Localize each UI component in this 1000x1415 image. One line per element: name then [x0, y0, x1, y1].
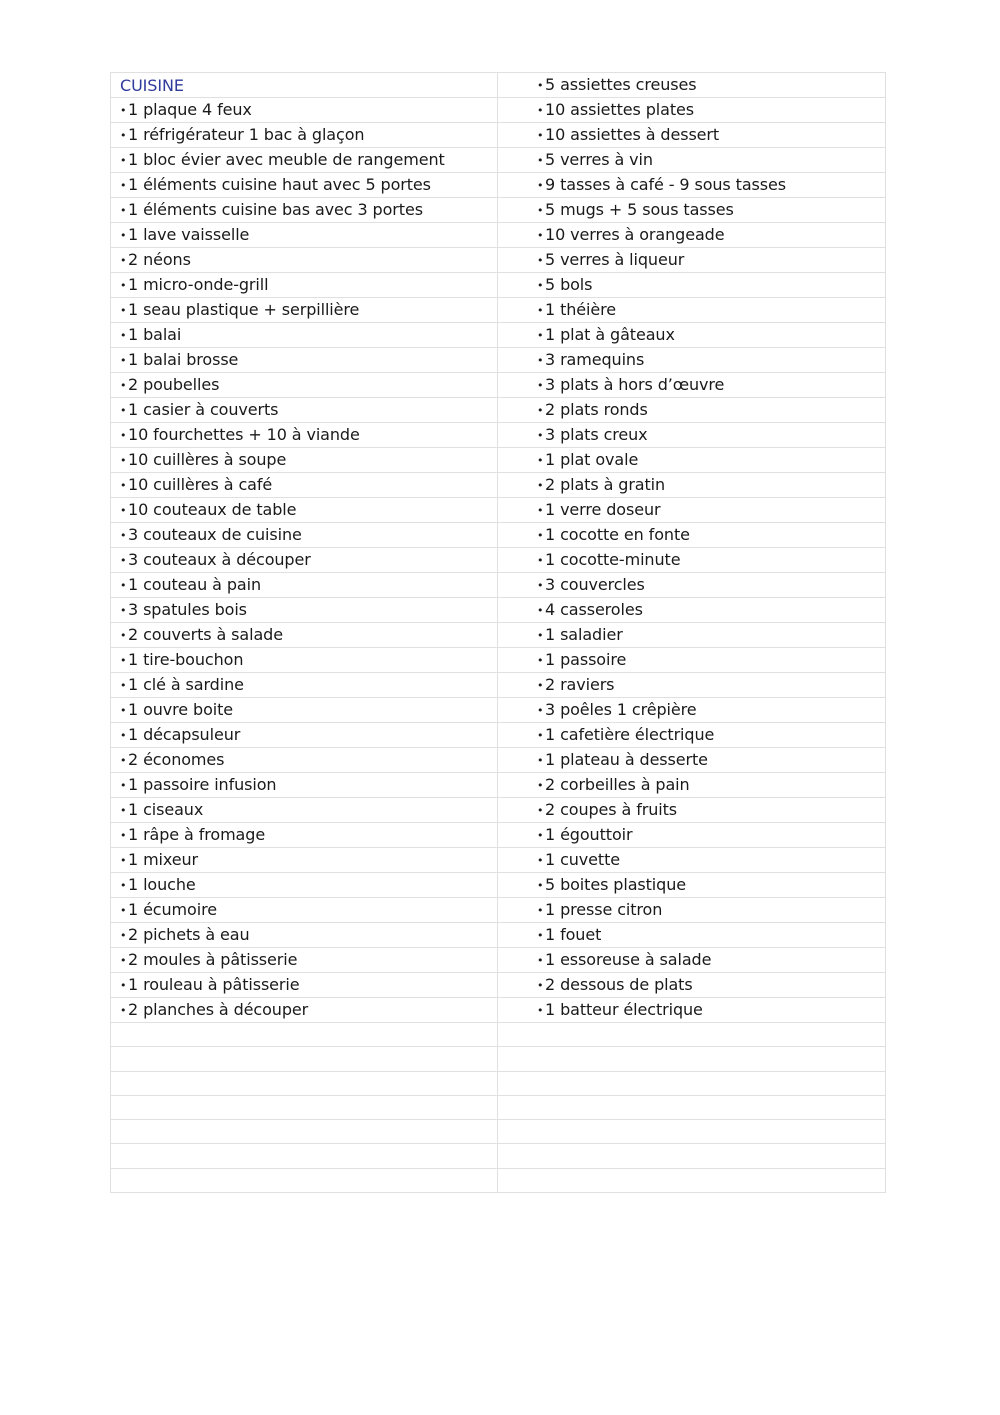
- table-row: [111, 473, 886, 498]
- inventory-item: [111, 598, 498, 623]
- inventory-item-label: 1 casier à couverts: [128, 400, 279, 419]
- inventory-item-label: 1 tire-bouchon: [128, 650, 244, 669]
- bullet-icon: •: [537, 329, 544, 342]
- inventory-item: [111, 923, 498, 948]
- inventory-item-label: 2 pichets à eau: [128, 925, 250, 944]
- table-row: [111, 973, 886, 998]
- inventory-item-label: 1 théière: [545, 300, 616, 319]
- inventory-item: [111, 898, 498, 923]
- inventory-item: [498, 748, 886, 773]
- inventory-item-label: 10 cuillères à café: [128, 475, 273, 494]
- inventory-item-label: 3 poêles 1 crêpière: [545, 700, 697, 719]
- inventory-item-label: 2 moules à pâtisserie: [128, 950, 298, 969]
- table-row: [111, 623, 886, 648]
- inventory-item: [498, 523, 886, 548]
- inventory-item: [498, 273, 886, 298]
- bullet-icon: •: [537, 479, 544, 492]
- bullet-icon: •: [537, 529, 544, 542]
- bullet-icon: •: [120, 329, 127, 342]
- inventory-item-label: 1 ouvre boite: [128, 700, 234, 719]
- bullet-icon: •: [537, 229, 544, 242]
- table-row: [111, 1095, 886, 1119]
- table-row: [111, 798, 886, 823]
- inventory-item-label: 1 bloc évier avec meuble de rangement: [128, 150, 445, 169]
- inventory-item: [111, 798, 498, 823]
- inventory-item: [498, 148, 886, 173]
- bullet-icon: •: [537, 854, 544, 867]
- inventory-item-label: 1 plateau à desserte: [545, 750, 708, 769]
- inventory-item-label: 1 écumoire: [128, 900, 217, 919]
- inventory-item-label: 1 décapsuleur: [128, 725, 241, 744]
- table-row: [111, 498, 886, 523]
- inventory-item: [111, 973, 498, 998]
- bullet-icon: •: [537, 904, 544, 917]
- inventory-item: [498, 173, 886, 198]
- bullet-icon: •: [120, 429, 127, 442]
- inventory-item-label: 1 cocotte en fonte: [545, 525, 690, 544]
- bullet-icon: •: [537, 879, 544, 892]
- inventory-item: [498, 648, 886, 673]
- bullet-icon: •: [537, 454, 544, 467]
- bullet-icon: •: [120, 879, 127, 892]
- inventory-item-label: 3 couteaux à découper: [128, 550, 311, 569]
- bullet-icon: •: [120, 904, 127, 917]
- table-row: [111, 173, 886, 198]
- inventory-item-label: 2 néons: [128, 250, 191, 269]
- inventory-item: [498, 598, 886, 623]
- inventory-item-label: 3 couteaux de cuisine: [128, 525, 302, 544]
- inventory-item: [498, 298, 886, 323]
- inventory-item-label: 1 verre doseur: [545, 500, 661, 519]
- inventory-item: [111, 998, 498, 1023]
- table-row: [111, 273, 886, 298]
- empty-cell: [498, 1120, 886, 1144]
- table-row: [111, 898, 886, 923]
- empty-cell: [498, 1168, 886, 1192]
- inventory-item-label: 1 cocotte-minute: [545, 550, 681, 569]
- bullet-icon: •: [537, 604, 544, 617]
- inventory-item-label: 2 dessous de plats: [545, 975, 693, 994]
- bullet-icon: •: [120, 654, 127, 667]
- inventory-item: [498, 373, 886, 398]
- bullet-icon: •: [120, 779, 127, 792]
- table-row: [111, 923, 886, 948]
- inventory-item: [498, 348, 886, 373]
- inventory-item: [498, 998, 886, 1023]
- inventory-item: [498, 223, 886, 248]
- inventory-item: [111, 448, 498, 473]
- inventory-item: [498, 98, 886, 123]
- table-row: [111, 248, 886, 273]
- inventory-item: [111, 573, 498, 598]
- empty-cell: [111, 1023, 498, 1047]
- inventory-item-label: 5 bols: [545, 275, 593, 294]
- table-row: [111, 98, 886, 123]
- bullet-icon: •: [537, 504, 544, 517]
- inventory-item-label: 5 assiettes creuses: [545, 75, 697, 94]
- inventory-item: [498, 898, 886, 923]
- inventory-item-label: 1 cafetière électrique: [545, 725, 715, 744]
- inventory-item-label: 3 plats creux: [545, 425, 648, 444]
- table-row: [111, 848, 886, 873]
- inventory-item-label: 1 essoreuse à salade: [545, 950, 712, 969]
- inventory-item-label: 1 fouet: [545, 925, 602, 944]
- bullet-icon: •: [120, 829, 127, 842]
- table-row: [111, 948, 886, 973]
- section-title: CUISINE: [111, 73, 498, 98]
- bullet-icon: •: [120, 229, 127, 242]
- inventory-item: [111, 173, 498, 198]
- inventory-item-label: 1 micro-onde-grill: [128, 275, 269, 294]
- inventory-item: [111, 348, 498, 373]
- inventory-item: [498, 948, 886, 973]
- inventory-item: [111, 248, 498, 273]
- table-row: [111, 648, 886, 673]
- inventory-table-body: [111, 73, 886, 1193]
- bullet-icon: •: [537, 804, 544, 817]
- bullet-icon: •: [537, 279, 544, 292]
- inventory-item: [498, 698, 886, 723]
- inventory-item-label: 2 couverts à salade: [128, 625, 283, 644]
- inventory-item-label: 1 seau plastique + serpillière: [128, 300, 360, 319]
- bullet-icon: •: [537, 379, 544, 392]
- table-row: [111, 548, 886, 573]
- table-row: [111, 998, 886, 1023]
- inventory-item: [498, 798, 886, 823]
- bullet-icon: •: [120, 179, 127, 192]
- inventory-item: [111, 373, 498, 398]
- bullet-icon: •: [537, 929, 544, 942]
- bullet-icon: •: [537, 179, 544, 192]
- inventory-item-label: 1 balai: [128, 325, 182, 344]
- inventory-item: [111, 948, 498, 973]
- inventory-item-label: 1 couteau à pain: [128, 575, 261, 594]
- table-row: [111, 673, 886, 698]
- inventory-item-label: 5 verres à liqueur: [545, 250, 685, 269]
- inventory-item: [498, 973, 886, 998]
- table-row: [111, 1168, 886, 1192]
- bullet-icon: •: [537, 304, 544, 317]
- bullet-icon: •: [537, 404, 544, 417]
- inventory-item: [498, 423, 886, 448]
- inventory-item: [498, 673, 886, 698]
- empty-cell: [111, 1095, 498, 1119]
- inventory-item-label: 5 verres à vin: [545, 150, 653, 169]
- inventory-item: [111, 773, 498, 798]
- table-row: [111, 698, 886, 723]
- empty-cell: [498, 1071, 886, 1095]
- table-row: [111, 373, 886, 398]
- inventory-item: [498, 848, 886, 873]
- bullet-icon: •: [120, 404, 127, 417]
- bullet-icon: •: [537, 979, 544, 992]
- inventory-item-label: 10 verres à orangeade: [545, 225, 725, 244]
- bullet-icon: •: [537, 104, 544, 117]
- inventory-item: [111, 148, 498, 173]
- inventory-item: [111, 223, 498, 248]
- bullet-icon: •: [537, 704, 544, 717]
- inventory-item: [498, 923, 886, 948]
- bullet-icon: •: [120, 529, 127, 542]
- inventory-item: [498, 123, 886, 148]
- inventory-item: [111, 523, 498, 548]
- bullet-icon: •: [120, 579, 127, 592]
- inventory-item-label: 1 plat ovale: [545, 450, 639, 469]
- inventory-item-label: 1 plat à gâteaux: [545, 325, 675, 344]
- table-row: [111, 73, 886, 98]
- table-row: [111, 323, 886, 348]
- inventory-item: [498, 198, 886, 223]
- inventory-item: [111, 698, 498, 723]
- table-row: [111, 1023, 886, 1047]
- bullet-icon: •: [120, 129, 127, 142]
- inventory-item: [111, 848, 498, 873]
- bullet-icon: •: [537, 629, 544, 642]
- inventory-item-label: 2 plats à gratin: [545, 475, 666, 494]
- empty-cell: [498, 1023, 886, 1047]
- inventory-item: [111, 548, 498, 573]
- inventory-item: [498, 823, 886, 848]
- inventory-item: [111, 823, 498, 848]
- inventory-item-label: 4 casseroles: [545, 600, 643, 619]
- bullet-icon: •: [537, 129, 544, 142]
- table-row: [111, 148, 886, 173]
- table-row: [111, 1071, 886, 1095]
- bullet-icon: •: [537, 679, 544, 692]
- bullet-icon: •: [537, 79, 544, 92]
- bullet-icon: •: [120, 254, 127, 267]
- inventory-item-label: 1 passoire: [545, 650, 627, 669]
- inventory-item: [111, 473, 498, 498]
- bullet-icon: •: [120, 679, 127, 692]
- bullet-icon: •: [537, 1004, 544, 1017]
- table-row: [111, 348, 886, 373]
- inventory-item-label: 1 ciseaux: [128, 800, 204, 819]
- inventory-item-label: 1 éléments cuisine haut avec 5 portes: [128, 175, 431, 194]
- bullet-icon: •: [120, 279, 127, 292]
- bullet-icon: •: [537, 954, 544, 967]
- inventory-item-label: 10 assiettes à dessert: [545, 125, 720, 144]
- empty-cell: [498, 1047, 886, 1071]
- bullet-icon: •: [120, 854, 127, 867]
- inventory-item-label: 2 économes: [128, 750, 225, 769]
- inventory-item-label: 9 tasses à café - 9 sous tasses: [545, 175, 786, 194]
- empty-cell: [498, 1095, 886, 1119]
- inventory-item: [111, 198, 498, 223]
- inventory-item-label: 2 corbeilles à pain: [545, 775, 690, 794]
- bullet-icon: •: [537, 254, 544, 267]
- inventory-item: [498, 873, 886, 898]
- inventory-item: [111, 748, 498, 773]
- inventory-item-label: 3 ramequins: [545, 350, 645, 369]
- bullet-icon: •: [537, 829, 544, 842]
- empty-cell: [111, 1120, 498, 1144]
- empty-cell: [111, 1144, 498, 1168]
- bullet-icon: •: [120, 479, 127, 492]
- inventory-item: [498, 248, 886, 273]
- bullet-icon: •: [120, 629, 127, 642]
- inventory-item: [498, 623, 886, 648]
- inventory-item-label: 1 éléments cuisine bas avec 3 portes: [128, 200, 423, 219]
- table-row: [111, 398, 886, 423]
- inventory-item-label: 10 couteaux de table: [128, 500, 297, 519]
- table-row: [111, 223, 886, 248]
- bullet-icon: •: [537, 429, 544, 442]
- inventory-item-label: 1 clé à sardine: [128, 675, 244, 694]
- inventory-item-label: 10 fourchettes + 10 à viande: [128, 425, 360, 444]
- bullet-icon: •: [120, 554, 127, 567]
- bullet-icon: •: [120, 504, 127, 517]
- table-row: [111, 573, 886, 598]
- inventory-item: [498, 323, 886, 348]
- inventory-item-label: 5 boites plastique: [545, 875, 686, 894]
- inventory-item-label: 1 rouleau à pâtisserie: [128, 975, 300, 994]
- inventory-item-label: 1 égouttoir: [545, 825, 633, 844]
- inventory-item: [498, 548, 886, 573]
- inventory-item: [111, 873, 498, 898]
- table-row: [111, 823, 886, 848]
- inventory-item-label: 1 presse citron: [545, 900, 663, 919]
- table-row: [111, 198, 886, 223]
- bullet-icon: •: [120, 754, 127, 767]
- bullet-icon: •: [537, 654, 544, 667]
- inventory-item: [498, 773, 886, 798]
- inventory-item-label: 2 planches à découper: [128, 1000, 309, 1019]
- table-row: [111, 598, 886, 623]
- inventory-item: [498, 73, 886, 98]
- inventory-item: [498, 473, 886, 498]
- empty-cell: [498, 1144, 886, 1168]
- inventory-table: [110, 72, 886, 1193]
- inventory-item: [111, 623, 498, 648]
- bullet-icon: •: [120, 954, 127, 967]
- inventory-item: [111, 648, 498, 673]
- inventory-item-label: 1 réfrigérateur 1 bac à glaçon: [128, 125, 365, 144]
- inventory-item: [111, 723, 498, 748]
- inventory-item-label: 3 spatules bois: [128, 600, 247, 619]
- inventory-item-label: 2 coupes à fruits: [545, 800, 678, 819]
- inventory-item: [498, 398, 886, 423]
- inventory-item: [111, 398, 498, 423]
- bullet-icon: •: [120, 804, 127, 817]
- inventory-item-label: 2 poubelles: [128, 375, 220, 394]
- empty-cell: [111, 1047, 498, 1071]
- bullet-icon: •: [537, 729, 544, 742]
- table-row: [111, 448, 886, 473]
- inventory-item-label: 3 plats à hors d’œuvre: [545, 375, 725, 394]
- table-row: [111, 723, 886, 748]
- bullet-icon: •: [120, 154, 127, 167]
- bullet-icon: •: [537, 579, 544, 592]
- table-row: [111, 1120, 886, 1144]
- inventory-item: [111, 298, 498, 323]
- inventory-item-label: 1 balai brosse: [128, 350, 239, 369]
- empty-cell: [111, 1071, 498, 1095]
- inventory-item-label: 1 mixeur: [128, 850, 199, 869]
- inventory-item-label: 1 cuvette: [545, 850, 621, 869]
- inventory-item-label: 10 cuillères à soupe: [128, 450, 287, 469]
- bullet-icon: •: [120, 979, 127, 992]
- empty-cell: [111, 1168, 498, 1192]
- bullet-icon: •: [120, 379, 127, 392]
- table-row: [111, 123, 886, 148]
- inventory-item: [111, 673, 498, 698]
- inventory-item: [498, 723, 886, 748]
- inventory-item-label: 1 batteur électrique: [545, 1000, 703, 1019]
- bullet-icon: •: [537, 154, 544, 167]
- inventory-item-label: 1 passoire infusion: [128, 775, 277, 794]
- inventory-item-label: 2 plats ronds: [545, 400, 648, 419]
- inventory-item-label: 10 assiettes plates: [545, 100, 694, 119]
- inventory-item-label: 1 râpe à fromage: [128, 825, 266, 844]
- table-row: [111, 523, 886, 548]
- bullet-icon: •: [537, 754, 544, 767]
- bullet-icon: •: [120, 104, 127, 117]
- bullet-icon: •: [120, 304, 127, 317]
- inventory-item: [111, 98, 498, 123]
- bullet-icon: •: [120, 604, 127, 617]
- inventory-item: [111, 498, 498, 523]
- bullet-icon: •: [120, 704, 127, 717]
- table-row: [111, 773, 886, 798]
- inventory-item: [498, 448, 886, 473]
- table-row: [111, 873, 886, 898]
- bullet-icon: •: [120, 354, 127, 367]
- bullet-icon: •: [120, 729, 127, 742]
- inventory-item: [111, 423, 498, 448]
- table-row: [111, 748, 886, 773]
- inventory-item: [111, 273, 498, 298]
- inventory-item: [111, 323, 498, 348]
- table-row: [111, 423, 886, 448]
- bullet-icon: •: [537, 354, 544, 367]
- table-row: [111, 1047, 886, 1071]
- bullet-icon: •: [120, 1004, 127, 1017]
- table-row: [111, 298, 886, 323]
- bullet-icon: •: [537, 204, 544, 217]
- inventory-item: [498, 573, 886, 598]
- inventory-item-label: 2 raviers: [545, 675, 615, 694]
- inventory-item-label: 1 lave vaisselle: [128, 225, 250, 244]
- bullet-icon: •: [120, 929, 127, 942]
- inventory-item-label: 1 louche: [128, 875, 196, 894]
- bullet-icon: •: [537, 554, 544, 567]
- inventory-item-label: 5 mugs + 5 sous tasses: [545, 200, 734, 219]
- bullet-icon: •: [537, 779, 544, 792]
- bullet-icon: •: [120, 204, 127, 217]
- inventory-item-label: 1 saladier: [545, 625, 623, 644]
- inventory-item: [111, 123, 498, 148]
- table-row: [111, 1144, 886, 1168]
- inventory-item: [498, 498, 886, 523]
- inventory-item-label: 1 plaque 4 feux: [128, 100, 252, 119]
- bullet-icon: •: [120, 454, 127, 467]
- inventory-item-label: 3 couvercles: [545, 575, 645, 594]
